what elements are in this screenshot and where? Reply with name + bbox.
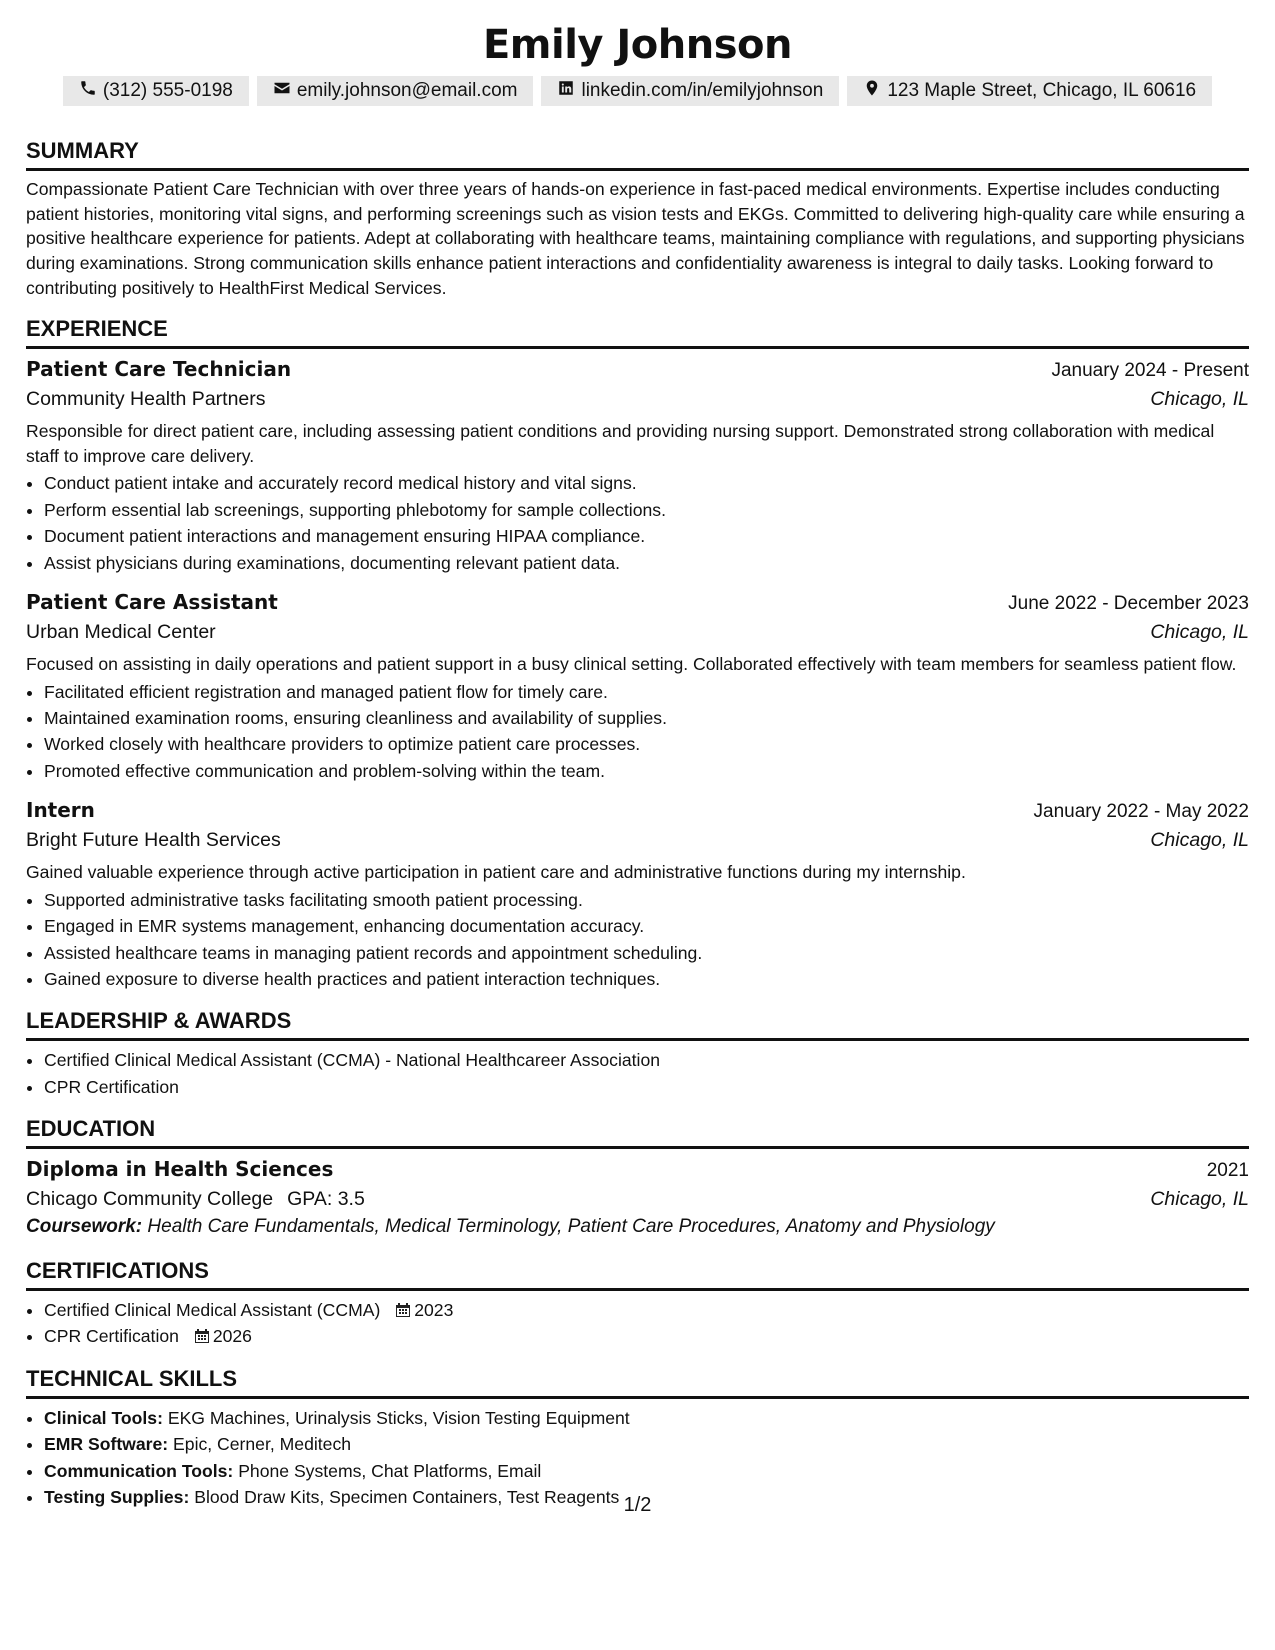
envelope-icon xyxy=(273,79,291,103)
list-item: • Facilitated efficient registration and managed patient flow for timely care. xyxy=(44,679,1249,705)
job-entry xyxy=(26,582,1249,784)
section-title-education: EDUCATION xyxy=(26,1116,1249,1149)
job-bullets xyxy=(26,679,1249,785)
list-item xyxy=(44,1458,1249,1484)
job-entry xyxy=(26,790,1249,992)
list-item: • Promoted effective communication and problem-solving within the team. xyxy=(44,758,1249,784)
coursework-list: Health Care Fundamentals, Medical Terminology, Patient Care Procedures, Anatomy and Physiology xyxy=(147,1216,995,1238)
degree: Diploma in Health Sciences xyxy=(26,1157,334,1182)
skill-value: EKG Machines, Urinalysis Sticks, Vision Testing Equipment xyxy=(167,1407,630,1428)
job-role: Intern xyxy=(26,798,95,823)
school-line xyxy=(26,1188,365,1211)
skill-label: Clinical Tools: xyxy=(44,1407,163,1428)
skill-value: Epic, Cerner, Meditech xyxy=(173,1434,352,1455)
list-item: • Assisted healthcare teams in managing patient records and appointment scheduling. xyxy=(44,940,1249,966)
linkedin-icon xyxy=(557,79,575,103)
job-location: Chicago, IL xyxy=(1150,388,1249,411)
coursework-label: Coursework: xyxy=(26,1216,143,1238)
certification-name: Certified Clinical Medical Assistant (CCMA) xyxy=(44,1300,381,1321)
section-title-skills: TECHNICAL SKILLS xyxy=(26,1366,1249,1399)
experience-section xyxy=(26,316,1249,992)
map-marker-icon xyxy=(863,79,881,103)
job-org: Bright Future Health Services xyxy=(26,829,281,852)
job-dates: June 2022 - December 2023 xyxy=(1008,592,1249,614)
contact-bar xyxy=(26,76,1249,106)
list-item: • Worked closely with healthcare providers to optimize patient care processes. xyxy=(44,731,1249,757)
skill-value: Blood Draw Kits, Specimen Containers, Test Reagents xyxy=(194,1487,620,1508)
job-bullets xyxy=(26,887,1249,993)
job-description: Gained valuable experience through active participation in patient care and administrative functions during my internship. xyxy=(26,862,966,883)
skill-label: Testing Supplies: xyxy=(44,1487,190,1508)
gpa: GPA: 3.5 xyxy=(287,1188,365,1211)
section-title-certifications: CERTIFICATIONS xyxy=(26,1258,1249,1291)
list-item: • Supported administrative tasks facilitating smooth patient processing. xyxy=(44,887,1249,913)
certification-year: 2026 xyxy=(212,1326,252,1347)
list-item: • Assist physicians during examinations, documenting relevant patient data. xyxy=(44,550,1249,576)
job-org: Community Health Partners xyxy=(26,388,266,411)
skill-label: Communication Tools: xyxy=(44,1460,234,1481)
list-item: • Conduct patient intake and accurately record medical history and vital signs. xyxy=(44,470,1249,496)
job-location: Chicago, IL xyxy=(1150,829,1249,852)
list-item: • Maintained examination rooms, ensuring cleanliness and availability of supplies. xyxy=(44,705,1249,731)
job-entry xyxy=(26,349,1249,576)
job-dates: January 2022 - May 2022 xyxy=(1033,801,1249,823)
list-item: • Perform essential lab screenings, supporting phlebotomy for sample collections. xyxy=(44,497,1249,523)
skill-value: Phone Systems, Chat Platforms, Email xyxy=(238,1460,542,1481)
summary-text: Compassionate Patient Care Technician with over three years of hands-on experience in fast-paced medical environments. Expertise includes conducting patient histories, monitoring vital signs, and performing screenings such as vision tests and EKGs. Committed to delivering high-quality care while ensuring a positive healthcare experience for patients. Adept at collaborating with healthcare teams, maintaining compliance with regulations, and supporting physicians during examinations. Strong communication skills enhance patient interactions and confidentiality awareness is integral to daily tasks. Looking forward to contributing positively to HealthFirst Medical Services. xyxy=(26,179,1245,298)
section-title-experience: EXPERIENCE xyxy=(26,316,1249,349)
school-location: Chicago, IL xyxy=(1150,1188,1249,1211)
linkedin-chip[interactable] xyxy=(541,76,839,106)
email-text: emily.johnson@email.com xyxy=(296,80,518,101)
coursework xyxy=(26,1216,1249,1238)
phone-icon xyxy=(79,79,97,103)
job-description: Focused on assisting in daily operations and patient support in a busy clinical setting. Collaborated effectively with team members for seamless patient flow. xyxy=(26,653,1237,674)
address-text: 123 Maple Street, Chicago, IL 60616 xyxy=(887,80,1197,101)
phone-text: (312) 555-0198 xyxy=(102,80,233,101)
calendar-icon xyxy=(194,1328,210,1344)
certifications-section xyxy=(26,1258,1249,1350)
job-location: Chicago, IL xyxy=(1150,620,1249,643)
list-item: • Document patient interactions and management ensuring HIPAA compliance. xyxy=(44,523,1249,549)
list-item: • Certified Clinical Medical Assistant (CCMA) - National Healthcareer Association xyxy=(44,1047,1249,1073)
job-bullets xyxy=(26,470,1249,576)
section-title-summary: SUMMARY xyxy=(26,138,1249,171)
address-chip xyxy=(847,76,1212,106)
leadership-list xyxy=(26,1047,1249,1100)
phone-chip[interactable] xyxy=(63,76,249,106)
skills-section xyxy=(26,1366,1249,1511)
email-chip[interactable] xyxy=(257,76,534,106)
list-item xyxy=(44,1431,1249,1457)
linkedin-text: linkedin.com/in/emilyjohnson xyxy=(581,80,824,101)
job-description: Responsible for direct patient care, including assessing patient conditions and providing nursing support. Demonstrated strong collaboration with medical staff to improve care delivery. xyxy=(26,421,1215,466)
certifications-list xyxy=(26,1297,1249,1350)
list-item xyxy=(44,1323,1249,1349)
certification-year: 2023 xyxy=(414,1300,454,1321)
skill-label: EMR Software: xyxy=(44,1434,169,1455)
calendar-icon xyxy=(395,1302,411,1318)
list-item: • Engaged in EMR systems management, enhancing documentation accuracy. xyxy=(44,913,1249,939)
job-role: Patient Care Assistant xyxy=(26,589,278,614)
education-section xyxy=(26,1116,1249,1238)
leadership-section xyxy=(26,1008,1249,1100)
section-title-leadership: LEADERSHIP & AWARDS xyxy=(26,1008,1249,1041)
page-number: 1/2 xyxy=(623,1494,652,1516)
list-item: • CPR Certification xyxy=(44,1074,1249,1100)
list-item xyxy=(44,1405,1249,1431)
certification-name: CPR Certification xyxy=(44,1326,179,1347)
job-role: Patient Care Technician xyxy=(26,357,292,382)
summary-section xyxy=(26,138,1249,300)
list-item xyxy=(44,1297,1249,1323)
graduation-year: 2021 xyxy=(1206,1160,1249,1182)
school-name: Chicago Community College xyxy=(26,1188,274,1211)
job-org: Urban Medical Center xyxy=(26,620,216,643)
candidate-name: Emily Johnson xyxy=(482,22,792,68)
job-dates: January 2024 - Present xyxy=(1051,360,1249,382)
list-item: • Gained exposure to diverse health practices and patient interaction techniques. xyxy=(44,966,1249,992)
